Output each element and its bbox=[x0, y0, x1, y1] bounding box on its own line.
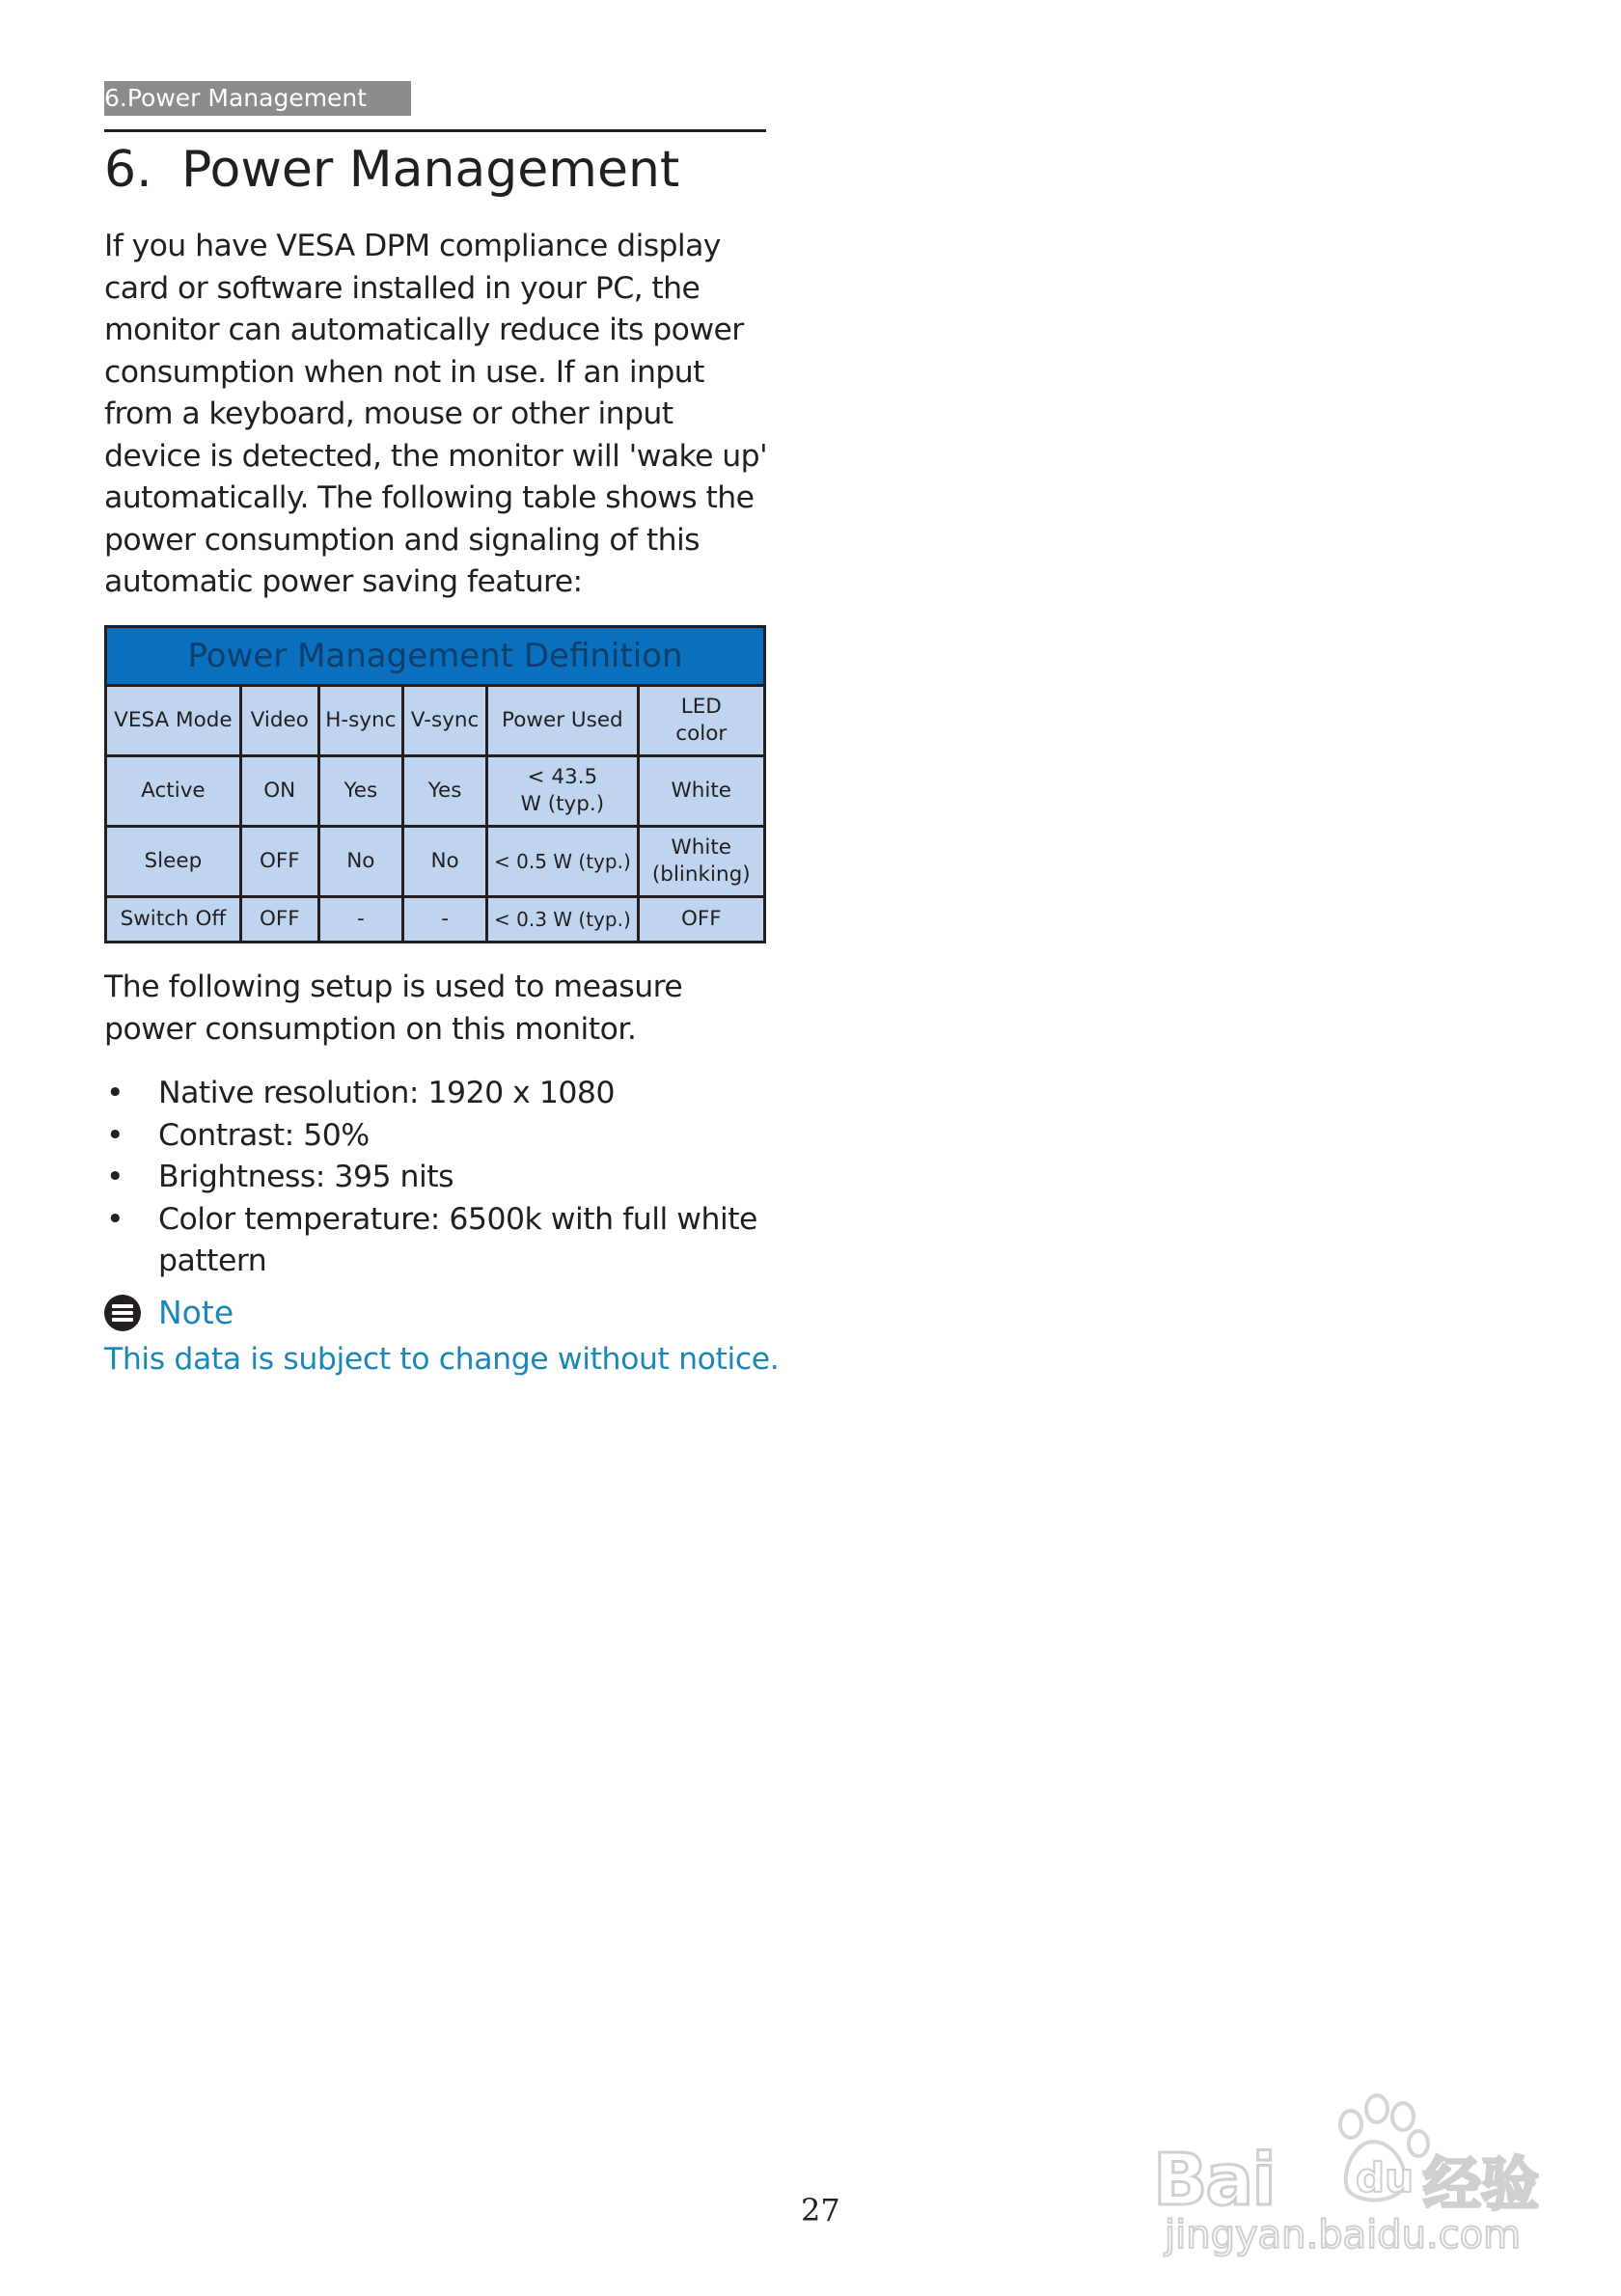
table-cell: OFF bbox=[240, 897, 318, 943]
intro-paragraph: If you have VESA DPM compliance display card or software installed in your PC, the monitor can automatically reduce its power consumption when not in use. If an input from a keyboard, mouse or other input device is detected, the monitor will 'wake up' automatically. The following table shows the power consumption and signaling of this automatic power saving feature: bbox=[104, 229, 768, 599]
table-row bbox=[106, 827, 765, 897]
table-cell: OFF bbox=[638, 897, 764, 943]
note-text: This data is subject to change without notice. bbox=[104, 1342, 780, 1377]
note-heading bbox=[104, 1293, 234, 1333]
table-cell: - bbox=[402, 897, 486, 943]
table-cell: No bbox=[318, 827, 402, 897]
column-header: V-sync bbox=[402, 686, 486, 756]
table-cell: Switch Off bbox=[106, 897, 241, 943]
chapter-title bbox=[104, 137, 679, 203]
table-cell: - bbox=[318, 897, 402, 943]
chapter-title-text: Power Management bbox=[181, 141, 680, 199]
header-rule bbox=[104, 129, 766, 132]
setup-paragraph: The following setup is used to measure power consumption on this monitor. bbox=[104, 970, 683, 1047]
svg-text:Bai: Bai bbox=[1153, 2139, 1275, 2222]
list-item bbox=[104, 1073, 770, 1115]
note-label: Note bbox=[158, 1294, 234, 1331]
note-icon bbox=[104, 1295, 141, 1331]
table-cell: White bbox=[638, 756, 764, 827]
table-cell: No bbox=[402, 827, 486, 897]
svg-text:经验: 经验 bbox=[1423, 2151, 1539, 2219]
table-cell: Yes bbox=[402, 756, 486, 827]
bullet-icon: • bbox=[106, 1201, 124, 1237]
table-title-row bbox=[106, 627, 765, 686]
bullet-icon: • bbox=[106, 1117, 124, 1153]
chapter-number: 6. bbox=[104, 141, 152, 199]
table-cell: ON bbox=[240, 756, 318, 827]
column-header: H-sync bbox=[318, 686, 402, 756]
svg-text:jingyan.baidu.com: jingyan.baidu.com bbox=[1165, 2213, 1522, 2257]
list-item-text: Color temperature: 6500k with full white pattern bbox=[158, 1201, 757, 1278]
list-item bbox=[104, 1115, 770, 1158]
table-cell: White (blinking) bbox=[638, 827, 764, 897]
table-row bbox=[106, 897, 765, 943]
column-header: VESA Mode bbox=[106, 686, 241, 756]
table-cell: Active bbox=[106, 756, 241, 827]
column-header: Power Used bbox=[487, 686, 638, 756]
bullet-icon: • bbox=[106, 1160, 124, 1194]
power-management-table bbox=[104, 625, 766, 943]
setup-bullet-list bbox=[104, 1073, 770, 1283]
baidu-watermark-logo bbox=[1153, 2074, 1539, 2257]
table-row bbox=[106, 756, 765, 827]
list-item-text: Brightness: 395 nits bbox=[158, 1160, 454, 1194]
table-cell: < 43.5 W (typ.) bbox=[487, 756, 638, 827]
list-item-text: Contrast: 50% bbox=[158, 1117, 370, 1153]
table-cell: < 0.3 W (typ.) bbox=[487, 897, 638, 943]
table-cell: Sleep bbox=[106, 827, 241, 897]
bullet-icon: • bbox=[106, 1076, 124, 1110]
column-header: LED color bbox=[638, 686, 764, 756]
table-cell: OFF bbox=[240, 827, 318, 897]
column-header: Video bbox=[240, 686, 318, 756]
list-item bbox=[104, 1199, 770, 1283]
page-number: 27 bbox=[801, 2192, 840, 2228]
running-header: 6.Power Management bbox=[104, 81, 411, 116]
table-header-row bbox=[106, 686, 765, 756]
svg-text:du: du bbox=[1356, 2154, 1414, 2201]
list-item bbox=[104, 1157, 770, 1199]
list-item-text: Native resolution: 1920 x 1080 bbox=[158, 1076, 616, 1110]
table-title: Power Management Definition bbox=[106, 627, 765, 686]
table-cell: Yes bbox=[318, 756, 402, 827]
table-cell: < 0.5 W (typ.) bbox=[487, 827, 638, 897]
